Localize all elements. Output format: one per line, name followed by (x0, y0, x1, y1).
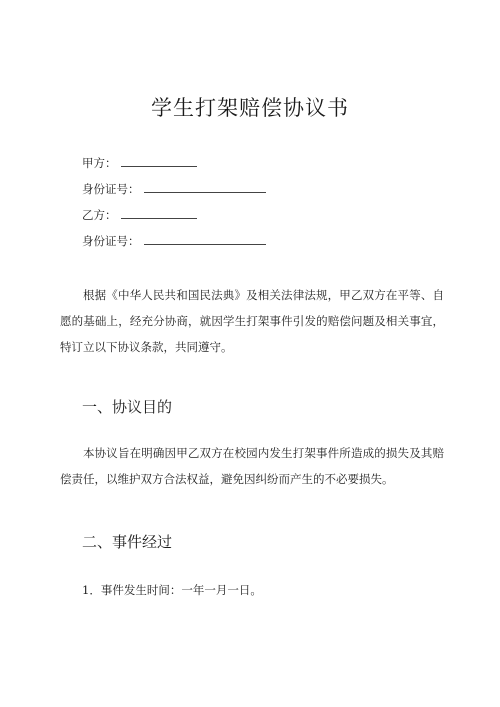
party-a-id-field (82, 182, 266, 196)
party-b-label: 乙方： (82, 208, 117, 222)
party-a-id-blank[interactable] (144, 182, 266, 193)
party-a-id-label: 身份证号： (82, 182, 140, 196)
party-b-id-blank[interactable] (144, 234, 266, 245)
list-item-incident-time: 1．事件发生时间：一年一月一日。 (82, 583, 262, 597)
section-heading-purpose: 一、协议目的 (82, 398, 173, 416)
document-title: 学生打架赔偿协议书 (151, 96, 349, 120)
party-a-label: 甲方： (82, 156, 117, 170)
party-b-blank[interactable] (121, 208, 197, 219)
party-b-id-label: 身份证号： (82, 234, 140, 248)
party-b-field (82, 208, 197, 222)
party-a-blank[interactable] (121, 156, 197, 167)
party-b-id-field (82, 234, 266, 248)
intro-paragraph: 根据《中华人民共和国民法典》及相关法律法规，甲乙双方在平等、自愿的基础上，经充分协商，就因学生打架事件引发的赔偿问题及相关事宜，特订立以下协议条款，共同遵守。 (60, 288, 444, 354)
party-a-field (82, 156, 197, 170)
section-heading-incident: 二、事件经过 (82, 533, 173, 551)
section-body-purpose: 本协议旨在明确因甲乙双方在校园内发生打架事件所造成的损失及其赔偿责任，以维护双方合法权益，避免因纠纷而产生的不必要损失。 (60, 446, 444, 486)
